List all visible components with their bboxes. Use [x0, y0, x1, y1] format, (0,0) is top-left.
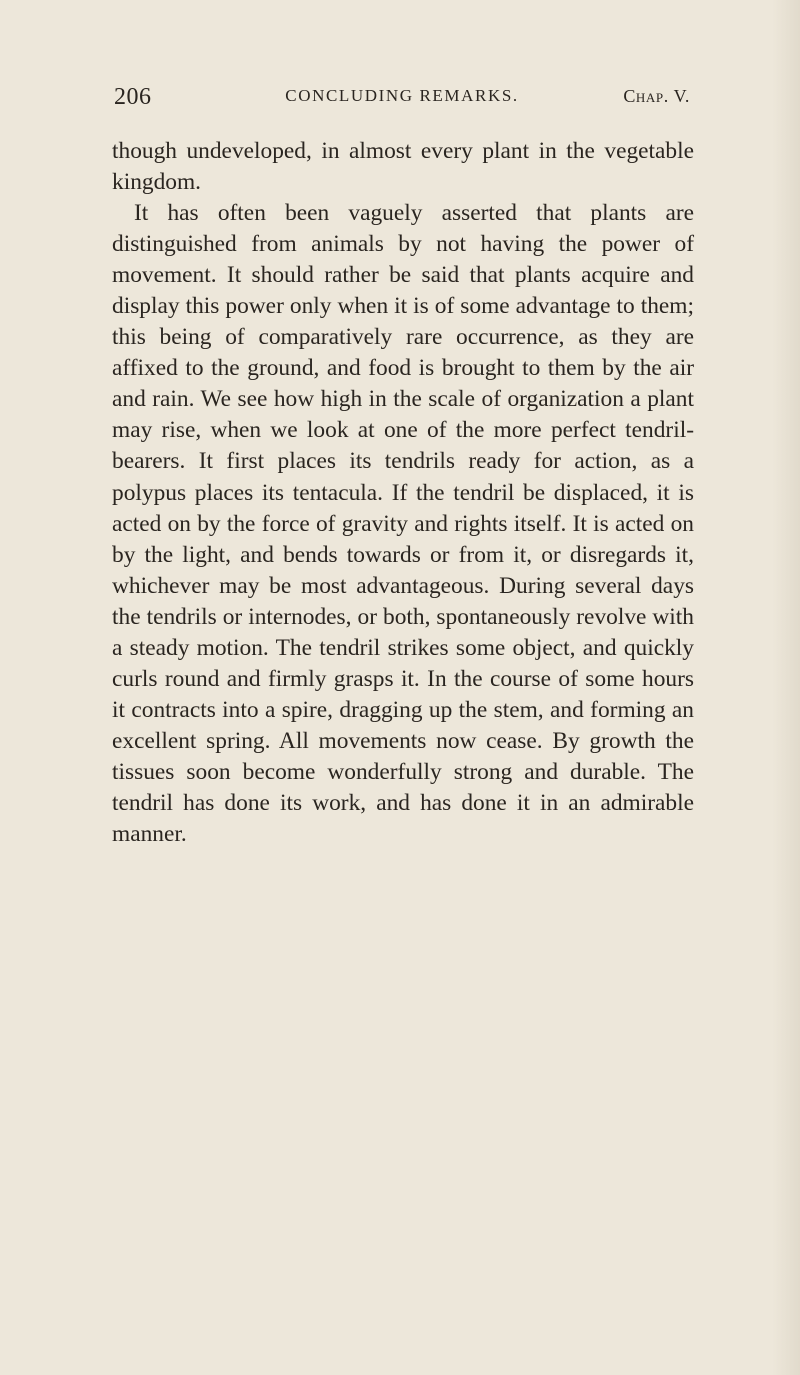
chapter-reference: Chap. V. — [623, 86, 690, 106]
paragraph-main: It has often been vaguely asserted that plants are distinguished from animals by not having the power of movement. It should rather be said that plants acquire and display this power only when it is of some advantage to them; this being of comparatively rare occurrence, as they are affixed to the ground, and food is brought to them by the air and rain. We see how high in the scale of organization a plant may rise, when we look at one of the more perfect tendril-bearers. It first places its tendrils ready for action, as a polypus places its tentacula. If the tendril be displaced, it is acted on by the force of gravity and rights itself. It is acted on by the light, and bends towards or from it, or disregards it, whichever may be most advantageous. During several days the tendrils or internodes, or both, spontaneously revolve with a steady motion. The tendril strikes some object, and quickly curls round and firmly grasps it. In the course of some hours it contracts into a spire, dragging up the stem, and forming an excellent spring. All movements now cease. By growth the tissues soon become wonderfully strong and durable. The tendril has done its work, and has done it in an admirable manner. — [112, 200, 694, 848]
page-number: 206 — [114, 84, 152, 110]
page-edge-shadow — [772, 0, 800, 1375]
paragraph-continuation: though undeveloped, in almost every plant in the vegetable kingdom. — [112, 138, 694, 196]
body-text — [112, 136, 694, 850]
running-head — [114, 84, 690, 114]
running-head-title: CONCLUDING REMARKS. — [285, 86, 519, 105]
